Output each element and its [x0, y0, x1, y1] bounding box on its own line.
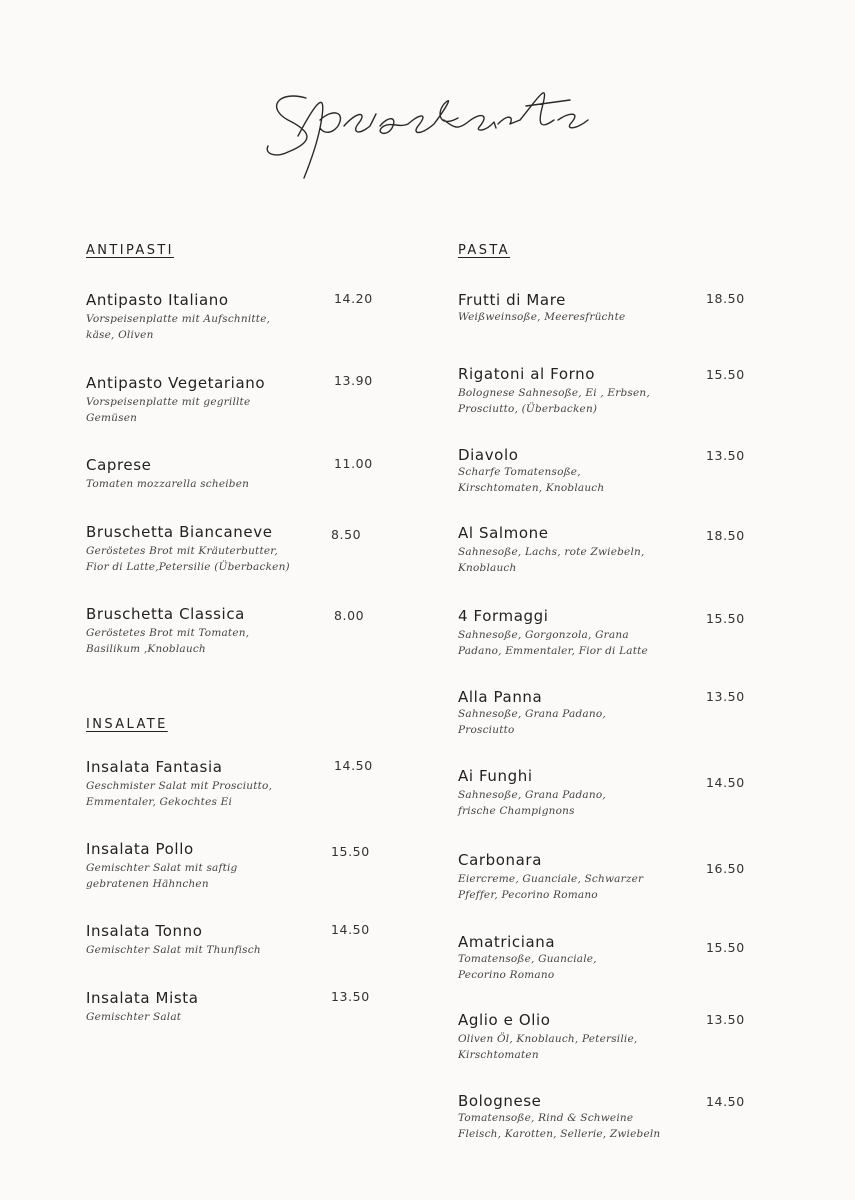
menu-item — [458, 445, 604, 496]
menu-item-name: Antipasto Vegetariano — [86, 374, 266, 392]
menu-item — [458, 290, 625, 326]
menu-item-name: Carbonara — [458, 851, 542, 869]
menu-item-name: Ai Funghi — [458, 767, 533, 785]
menu-item-price: 15.50 — [706, 940, 745, 955]
menu-item-price: 8.50 — [331, 527, 362, 542]
menu-item — [458, 523, 645, 576]
menu-item-name: Frutti di Mare — [458, 291, 566, 309]
menu-item-name: Insalata Tonno — [86, 922, 203, 940]
menu-item-price: 8.00 — [334, 608, 365, 623]
menu-item-name: Amatriciana — [458, 933, 556, 951]
menu-item-price: 15.50 — [706, 367, 745, 382]
menu-item-name: Insalata Fantasia — [86, 758, 223, 776]
menu-item-description: Sahnesoße, Lachs, rote Zwiebeln, — [458, 546, 645, 558]
menu-item — [458, 687, 606, 738]
menu-item-description: Oliven Öl, Knoblauch, Petersilie, — [458, 1033, 638, 1045]
menu-item-price: 14.20 — [334, 291, 373, 306]
menu-item-price: 15.50 — [331, 844, 370, 859]
menu-item — [458, 1010, 637, 1063]
title-script-logo — [258, 68, 598, 188]
menu-item-description: Tomatensoße, Rind & Schweine — [458, 1112, 634, 1124]
menu-item-price: 13.90 — [334, 373, 373, 388]
menu-item-description: Prosciutto — [458, 723, 515, 736]
menu-item-description: Pecorino Romano — [458, 968, 555, 981]
menu-item-name: Bruschetta Biancaneve — [86, 523, 273, 541]
menu-item — [458, 364, 650, 417]
menu-item-description: Gemischter Salat mit saftig — [86, 862, 238, 874]
menu-item-price: 18.50 — [706, 528, 745, 543]
menu-item-name: Bolognese — [458, 1092, 542, 1110]
section-heading-insalate: INSALATE — [86, 717, 168, 732]
menu-item-description: Weißweinsoße, Meeresfrüchte — [458, 311, 626, 323]
menu-item-description: Gemüsen — [86, 411, 138, 424]
menu-item-price: 13.50 — [331, 989, 370, 1004]
section-heading-pasta: PASTA — [458, 243, 510, 258]
menu-item — [86, 921, 261, 959]
menu-item — [86, 455, 249, 493]
menu-item-price: 13.50 — [706, 448, 745, 463]
menu-item-price: 13.50 — [706, 689, 745, 704]
menu-item-description: Geröstetes Brot mit Tomaten, — [86, 627, 250, 639]
menu-item-description: Gemischter Salat mit Thunfisch — [86, 944, 261, 956]
menu-item-description: Bolognese Sahnesoße, Ei , Erbsen, — [458, 387, 650, 399]
menu-item-description: Sahnesoße, Gorgonzola, Grana — [458, 629, 629, 641]
menu-item-description: Kirschtomaten, Knoblauch — [458, 481, 605, 494]
menu-item-description: Scharfe Tomatensoße, — [458, 466, 581, 478]
menu-item-name: 4 Formaggi — [458, 607, 549, 625]
menu-item-description: frische Champignons — [458, 804, 575, 817]
menu-item-description: Padano, Emmentaler, Fior di Latte — [458, 644, 648, 657]
menu-item-price: 14.50 — [334, 758, 373, 773]
menu-item-description: Fleisch, Karotten, Sellerie, Zwiebeln — [458, 1127, 661, 1140]
menu-item-name: Insalata Pollo — [86, 840, 194, 858]
section-heading-antipasti: ANTIPASTI — [86, 243, 174, 258]
menu-item-description: gebratenen Hähnchen — [86, 877, 209, 890]
menu-item-price: 14.50 — [706, 1094, 745, 1109]
menu-item-description: Geröstetes Brot mit Kräuterbutter, — [86, 545, 278, 557]
menu-item-name: Bruschetta Classica — [86, 605, 245, 623]
menu-item-description: Sahnesoße, Grana Padano, — [458, 789, 606, 801]
menu-item-description: Emmentaler, Gekochtes Ei — [86, 795, 233, 808]
menu-item — [458, 1091, 660, 1142]
menu-item-description: Geschmister Salat mit Prosciutto, — [86, 780, 273, 792]
menu-item-name: Aglio e Olio — [458, 1011, 551, 1029]
menu-item-description: Tomatensoße, Guanciale, — [458, 953, 597, 965]
menu-item-name: Al Salmone — [458, 524, 549, 542]
menu-item — [86, 373, 265, 426]
menu-item-price: 15.50 — [706, 611, 745, 626]
menu-item-price: 13.50 — [706, 1012, 745, 1027]
menu-item — [458, 766, 606, 819]
menu-item-description: Pfeffer, Pecorino Romano — [458, 888, 598, 901]
menu-item-name: Insalata Mista — [86, 989, 199, 1007]
menu-item-description: Basilikum ,Knoblauch — [86, 642, 206, 655]
menu-item-name: Alla Panna — [458, 688, 543, 706]
menu-item — [86, 604, 249, 657]
menu-item-name: Caprese — [86, 456, 152, 474]
menu-item — [86, 839, 237, 892]
menu-item-description: Tomaten mozzarella scheiben — [86, 478, 250, 490]
menu-item-description: Gemischter Salat — [86, 1011, 182, 1023]
menu-item-name: Antipasto Italiano — [86, 291, 229, 309]
menu-item-description: Prosciutto, (Überbacken) — [458, 402, 598, 415]
menu-item-description: Eiercreme, Guanciale, Schwarzer — [458, 873, 644, 885]
menu-item-description: käse, Oliven — [86, 328, 154, 341]
menu-item-price: 11.00 — [334, 456, 373, 471]
menu-item — [458, 932, 597, 983]
menu-item-name: Rigatoni al Forno — [458, 365, 595, 383]
menu-item-description: Fior di Latte,Petersilie (Überbacken) — [86, 560, 290, 573]
menu-item-price: 14.50 — [706, 775, 745, 790]
menu-item-price: 16.50 — [706, 861, 745, 876]
menu-item-description: Vorspeisenplatte mit Aufschnitte, — [86, 313, 271, 325]
menu-item-description: Sahnesoße, Grana Padano, — [458, 708, 606, 720]
menu-item — [86, 522, 290, 575]
menu-item-price: 14.50 — [331, 922, 370, 937]
menu-item-description: Knoblauch — [458, 561, 517, 574]
menu-item-description: Vorspeisenplatte mit gegrillte — [86, 396, 251, 408]
menu-item — [458, 850, 643, 903]
menu-item-price: 18.50 — [706, 291, 745, 306]
page-title — [0, 68, 855, 188]
menu-item-name: Diavolo — [458, 446, 519, 464]
menu-item-description: Kirschtomaten — [458, 1048, 539, 1061]
menu-item — [458, 606, 648, 659]
menu-item — [86, 988, 199, 1026]
menu-item — [86, 290, 270, 343]
menu-item — [86, 757, 272, 810]
